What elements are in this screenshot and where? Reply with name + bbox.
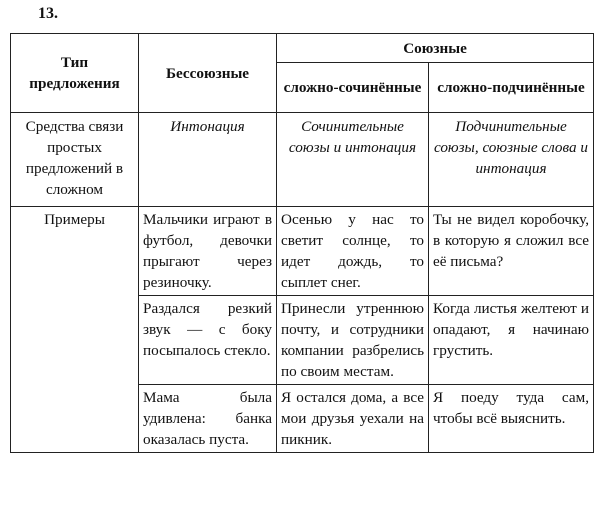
table-row bbox=[11, 207, 594, 296]
table-row bbox=[11, 113, 594, 207]
example-compound: Я остался дома, а все мои друзья уехали на пикник. bbox=[277, 385, 429, 453]
header-compound: сложно-сочинённые bbox=[277, 63, 429, 113]
header-complex: сложно-подчинённые bbox=[429, 63, 594, 113]
means-asyndetic: Интонация bbox=[139, 113, 277, 207]
sentence-types-table bbox=[10, 33, 594, 453]
means-label: Средства связи простых предложений в сложном bbox=[11, 113, 139, 207]
example-complex: Я поеду туда сам, чтобы всё выяснить. bbox=[429, 385, 594, 453]
means-compound: Сочинительные союзы и интонация bbox=[277, 113, 429, 207]
means-complex: Подчинительные союзы, союзные слова и интонация bbox=[429, 113, 594, 207]
example-asyndetic: Раздался резкий звук — с боку посыпалось стекло. bbox=[139, 296, 277, 385]
example-asyndetic: Мальчики играют в футбол, девочки прыгают через резиночку. bbox=[139, 207, 277, 296]
task-number: 13. bbox=[38, 5, 58, 22]
example-complex: Ты не видел коробочку, в которую я сложил все её письма? bbox=[429, 207, 594, 296]
examples-label: Примеры bbox=[11, 207, 139, 453]
example-asyndetic: Мама была удивлена: банка оказалась пуста. bbox=[139, 385, 277, 453]
example-complex: Когда листья желтеют и опадают, я начинаю грустить. bbox=[429, 296, 594, 385]
example-compound: Осенью у нас то светит солнце, то идет дождь, то сыплет снег. bbox=[277, 207, 429, 296]
header-asyndetic: Бессоюзные bbox=[139, 34, 277, 113]
example-compound: Принесли утреннюю почту, и сотрудники компании разбрелись по своим местам. bbox=[277, 296, 429, 385]
header-conjunctive: Союзные bbox=[277, 34, 594, 63]
header-sentence-type: Тип предложения bbox=[11, 34, 139, 113]
